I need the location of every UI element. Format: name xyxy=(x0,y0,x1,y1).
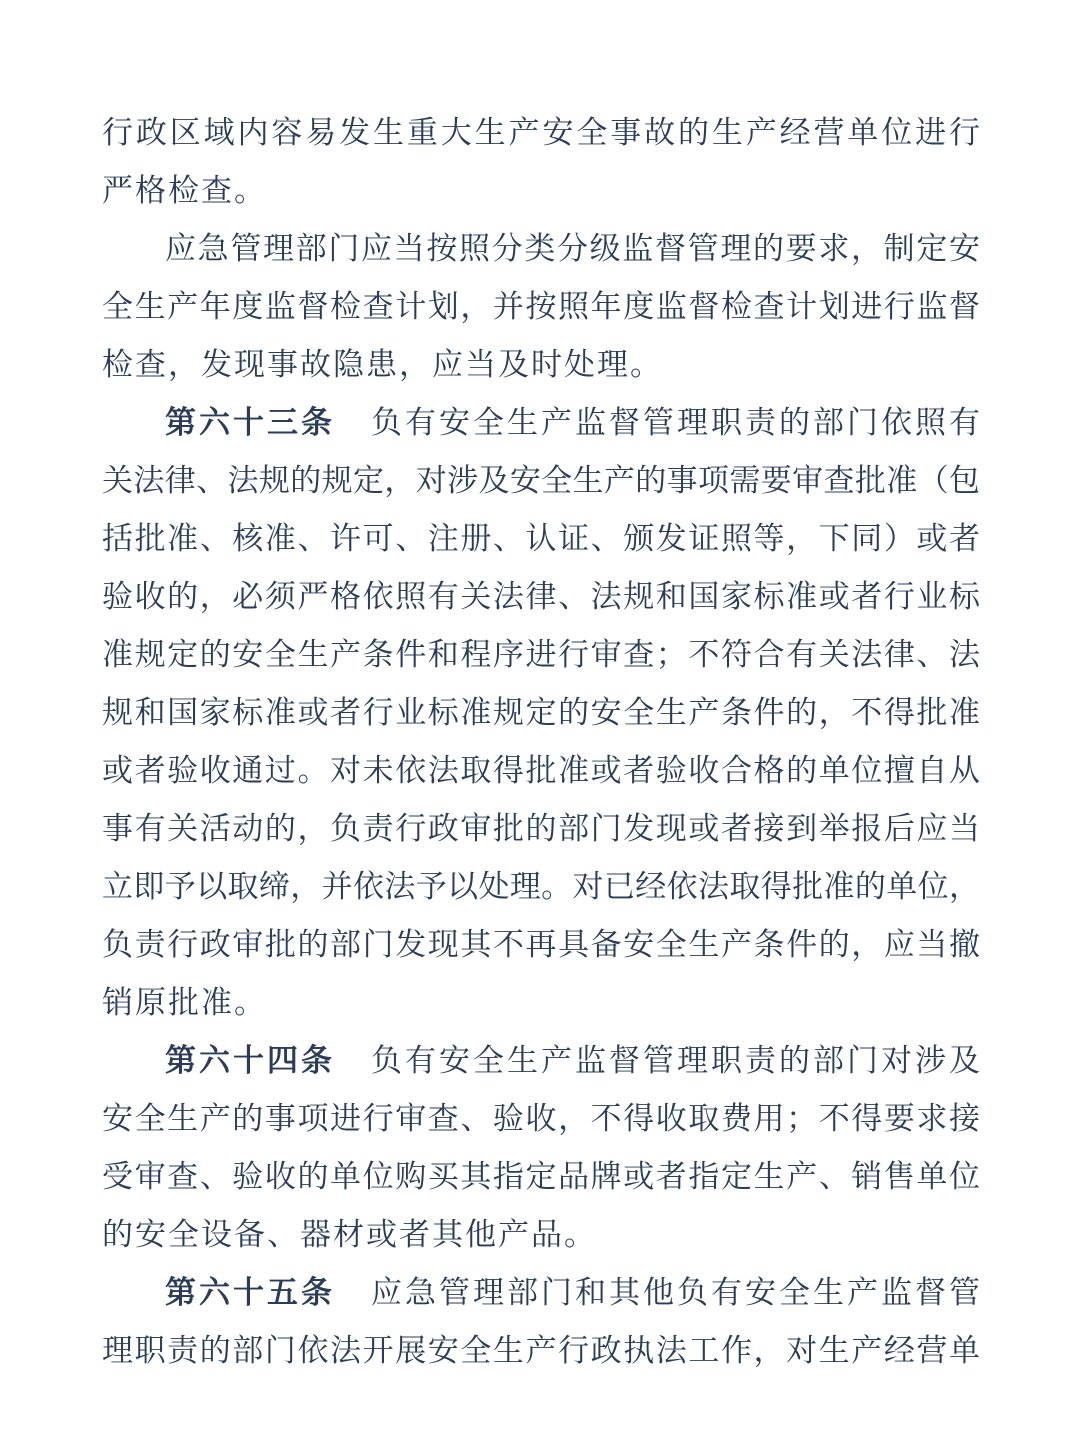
document-line: 理职责的部门依法开展安全生产行政执法工作，对生产经营单 xyxy=(102,1333,980,1368)
document-line: 关法律、法规的规定，对涉及安全生产的事项需要审查批准（包 xyxy=(102,463,980,498)
document-line: 安全生产的事项进行审查、验收，不得收取费用；不得要求接 xyxy=(102,1101,980,1136)
document-line xyxy=(102,1264,980,1322)
document-line xyxy=(102,394,980,452)
document-line: 规和国家标准或者行业标准规定的安全生产条件的，不得批准 xyxy=(102,695,980,730)
document-line: 行政区域内容易发生重大生产安全事故的生产经营单位进行 xyxy=(102,115,980,150)
document-line: 验收的，必须严格依照有关法律、法规和国家标准或者行业标 xyxy=(102,579,980,614)
article-text: 应急管理部门和其他负有安全生产监督管 xyxy=(371,1275,980,1310)
document-line: 或者验收通过。对未依法取得批准或者验收合格的单位擅自从 xyxy=(102,753,980,788)
article-text: 负有安全生产监督管理职责的部门依照有 xyxy=(371,405,980,440)
document-line: 应急管理部门应当按照分类分级监督管理的要求，制定安 xyxy=(165,231,980,266)
document-line: 检查，发现事故隐患，应当及时处理。 xyxy=(102,347,663,382)
document-line: 全生产年度监督检查计划，并按照年度监督检查计划进行监督 xyxy=(102,289,980,324)
document-line: 的安全设备、器材或者其他产品。 xyxy=(102,1217,597,1252)
article-number: 第六十四条 xyxy=(165,1043,335,1078)
article-number: 第六十五条 xyxy=(165,1275,335,1310)
article-text: 负有安全生产监督管理职责的部门对涉及 xyxy=(371,1043,980,1078)
document-line xyxy=(102,1032,980,1090)
document-line: 销原批准。 xyxy=(102,985,267,1020)
document-line: 负责行政审批的部门发现其不再具备安全生产条件的，应当撤 xyxy=(102,927,980,962)
document-line: 括批准、核准、许可、注册、认证、颁发证照等，下同）或者 xyxy=(102,521,980,556)
document-line: 立即予以取缔，并依法予以处理。对已经依法取得批准的单位， xyxy=(102,869,980,904)
document-line: 受审查、验收的单位购买其指定品牌或者指定生产、销售单位 xyxy=(102,1159,980,1194)
document-line: 事有关活动的，负责行政审批的部门发现或者接到举报后应当 xyxy=(102,811,980,846)
document-line: 准规定的安全生产条件和程序进行审查；不符合有关法律、法 xyxy=(102,637,980,672)
article-number: 第六十三条 xyxy=(165,405,335,440)
document-line: 严格检查。 xyxy=(102,173,267,208)
